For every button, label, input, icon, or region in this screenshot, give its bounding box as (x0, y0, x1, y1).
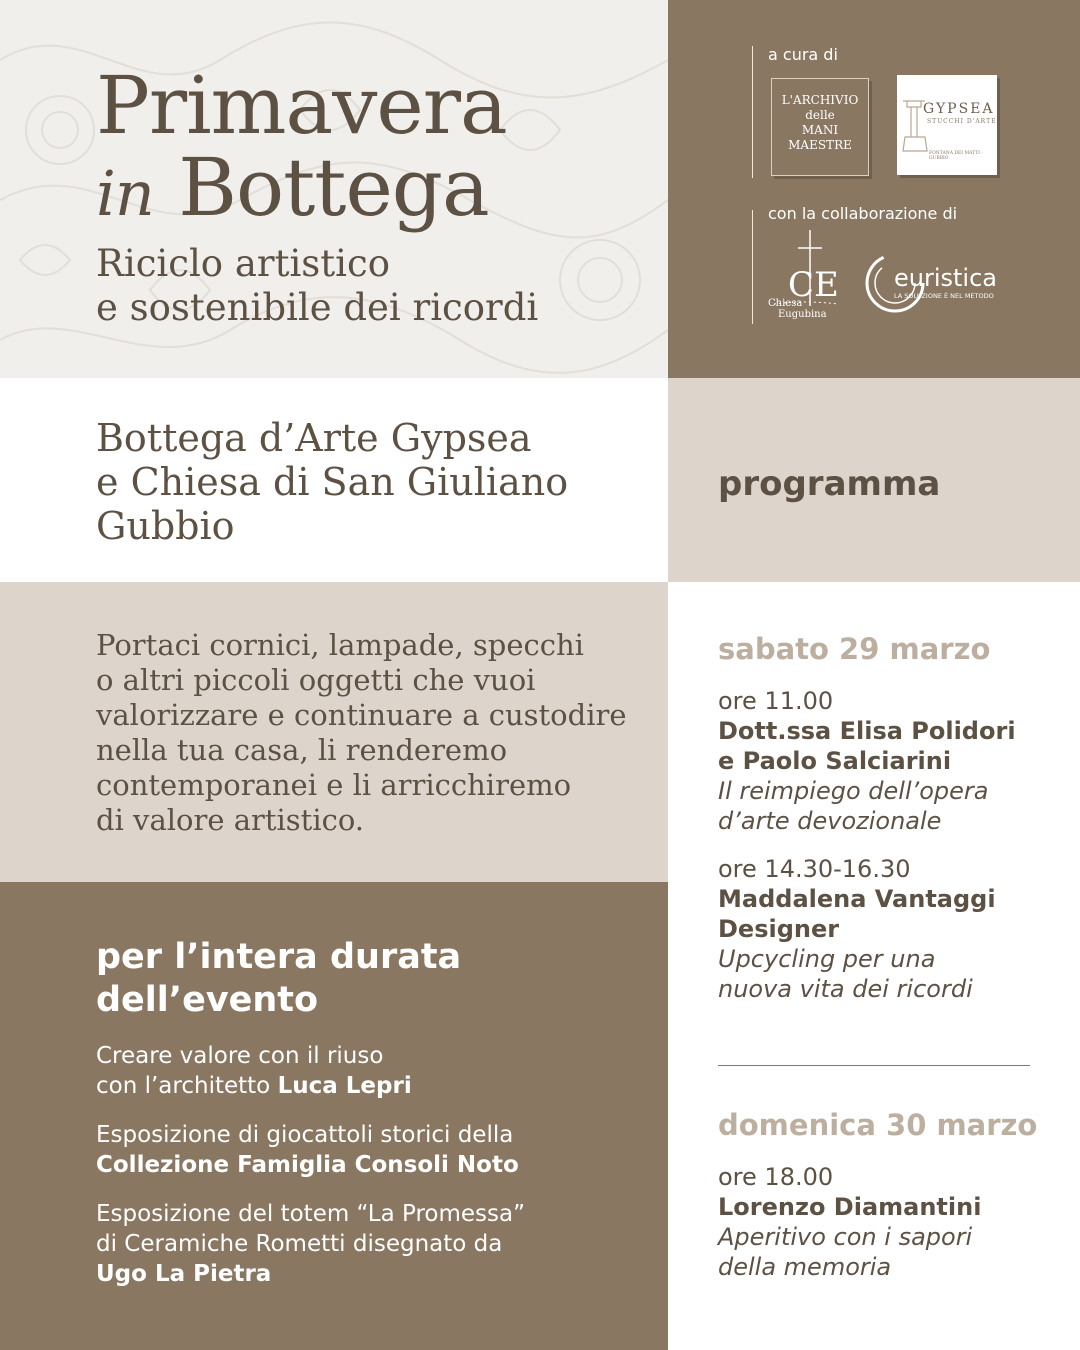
venue-line: e Chiesa di San Giuliano (96, 460, 569, 504)
invitation-panel (0, 582, 668, 882)
event-time: ore 18.00 (718, 1163, 834, 1191)
chiesa-letters: CE (788, 265, 839, 305)
credits-panel (668, 0, 1080, 378)
event-item (718, 686, 1016, 836)
gypsea-place: FONTANA DEI MATTI · GUBBIO (929, 151, 983, 161)
venue-line: Gubbio (96, 504, 235, 548)
event-topic: d’arte devozionale (718, 807, 942, 835)
euristica-logo (864, 250, 1004, 316)
divider-line (752, 210, 753, 324)
gypsea-name: GYPSEA (923, 101, 995, 117)
event-speaker: e Paolo Salciarini (718, 747, 952, 775)
event-speaker: Dott.ssa Elisa Polidori (718, 717, 1016, 745)
euristica-name: euristica (894, 264, 997, 292)
venue-text (96, 416, 568, 548)
title-in-bottega (96, 141, 489, 234)
programma-heading: programma (718, 464, 941, 504)
subtitle-line: Riciclo artistico (96, 242, 390, 285)
divider-line (752, 46, 753, 178)
event-item (718, 1162, 981, 1282)
event-item (718, 854, 996, 1004)
duration-item-totem: Esposizione del totem “La Promessa” di Ceramiche Rometti disegnato da Ugo La Pietra (96, 1201, 526, 1287)
cross-icon (766, 228, 846, 308)
title-bottega: Bottega (178, 141, 489, 234)
subtitle-line: e sostenibile dei ricordi (96, 286, 539, 329)
event-topic: della memoria (718, 1253, 892, 1281)
event-topic: Il reimpiego dell’opera (718, 777, 989, 805)
invitation-text: Portaci cornici, lampade, specchi o altri piccoli oggetti che vuoi valorizzare e continuare a custodire nella tua casa, li renderemo contemporanei e li arricchiremo di valore artistico. (96, 628, 627, 837)
duration-item-riuso: Creare valore con il riuso con l’architetto Luca Lepri (96, 1043, 412, 1099)
programma-panel (668, 378, 1080, 582)
schedule-panel (668, 582, 1080, 1350)
event-speaker: Lorenzo Diamantini (718, 1193, 982, 1221)
title-primavera: Primavera (96, 59, 507, 152)
event-time: ore 14.30-16.30 (718, 855, 911, 883)
event-topic: nuova vita dei ricordi (718, 975, 973, 1003)
event-topic: Aperitivo con i sapori (718, 1223, 973, 1251)
hero-panel (0, 0, 668, 378)
gypsea-logo (897, 75, 997, 175)
chiesa-logo-text: Chiesa Eugubina (768, 298, 827, 320)
venue-line: Bottega d’Arte Gypsea (96, 416, 532, 460)
gypsea-tagline: STUCCHI D'ARTE (927, 118, 997, 125)
title-in: in (96, 157, 154, 230)
euristica-tagline: LA SOLUZIONE È NEL METODO (894, 292, 994, 300)
duration-panel (0, 882, 668, 1350)
duration-heading: per l’intera durata dell’evento (96, 937, 462, 1020)
day-heading-domenica: domenica 30 marzo (718, 1108, 1038, 1142)
event-speaker: Maddalena Vantaggi (718, 885, 996, 913)
archivio-mani-maestre-logo (771, 78, 869, 176)
subtitle (96, 242, 538, 330)
day-heading-sabato: sabato 29 marzo (718, 632, 991, 666)
curated-by-label: a cura di (768, 45, 838, 64)
event-speaker: Designer (718, 915, 840, 943)
collaboration-label: con la collaborazione di (768, 204, 958, 223)
event-topic: Upcycling per una (718, 945, 936, 973)
duration-item-giocattoli: Esposizione di giocattoli storici della Collezione Famiglia Consoli Noto (96, 1122, 519, 1178)
schedule-divider (718, 1065, 1030, 1066)
event-time: ore 11.00 (718, 687, 834, 715)
venue-panel (0, 378, 668, 582)
chiesa-eugubina-logo (766, 228, 846, 324)
archivio-logo-text: L'ARCHIVIO delle MANI MAESTRE (781, 93, 859, 152)
